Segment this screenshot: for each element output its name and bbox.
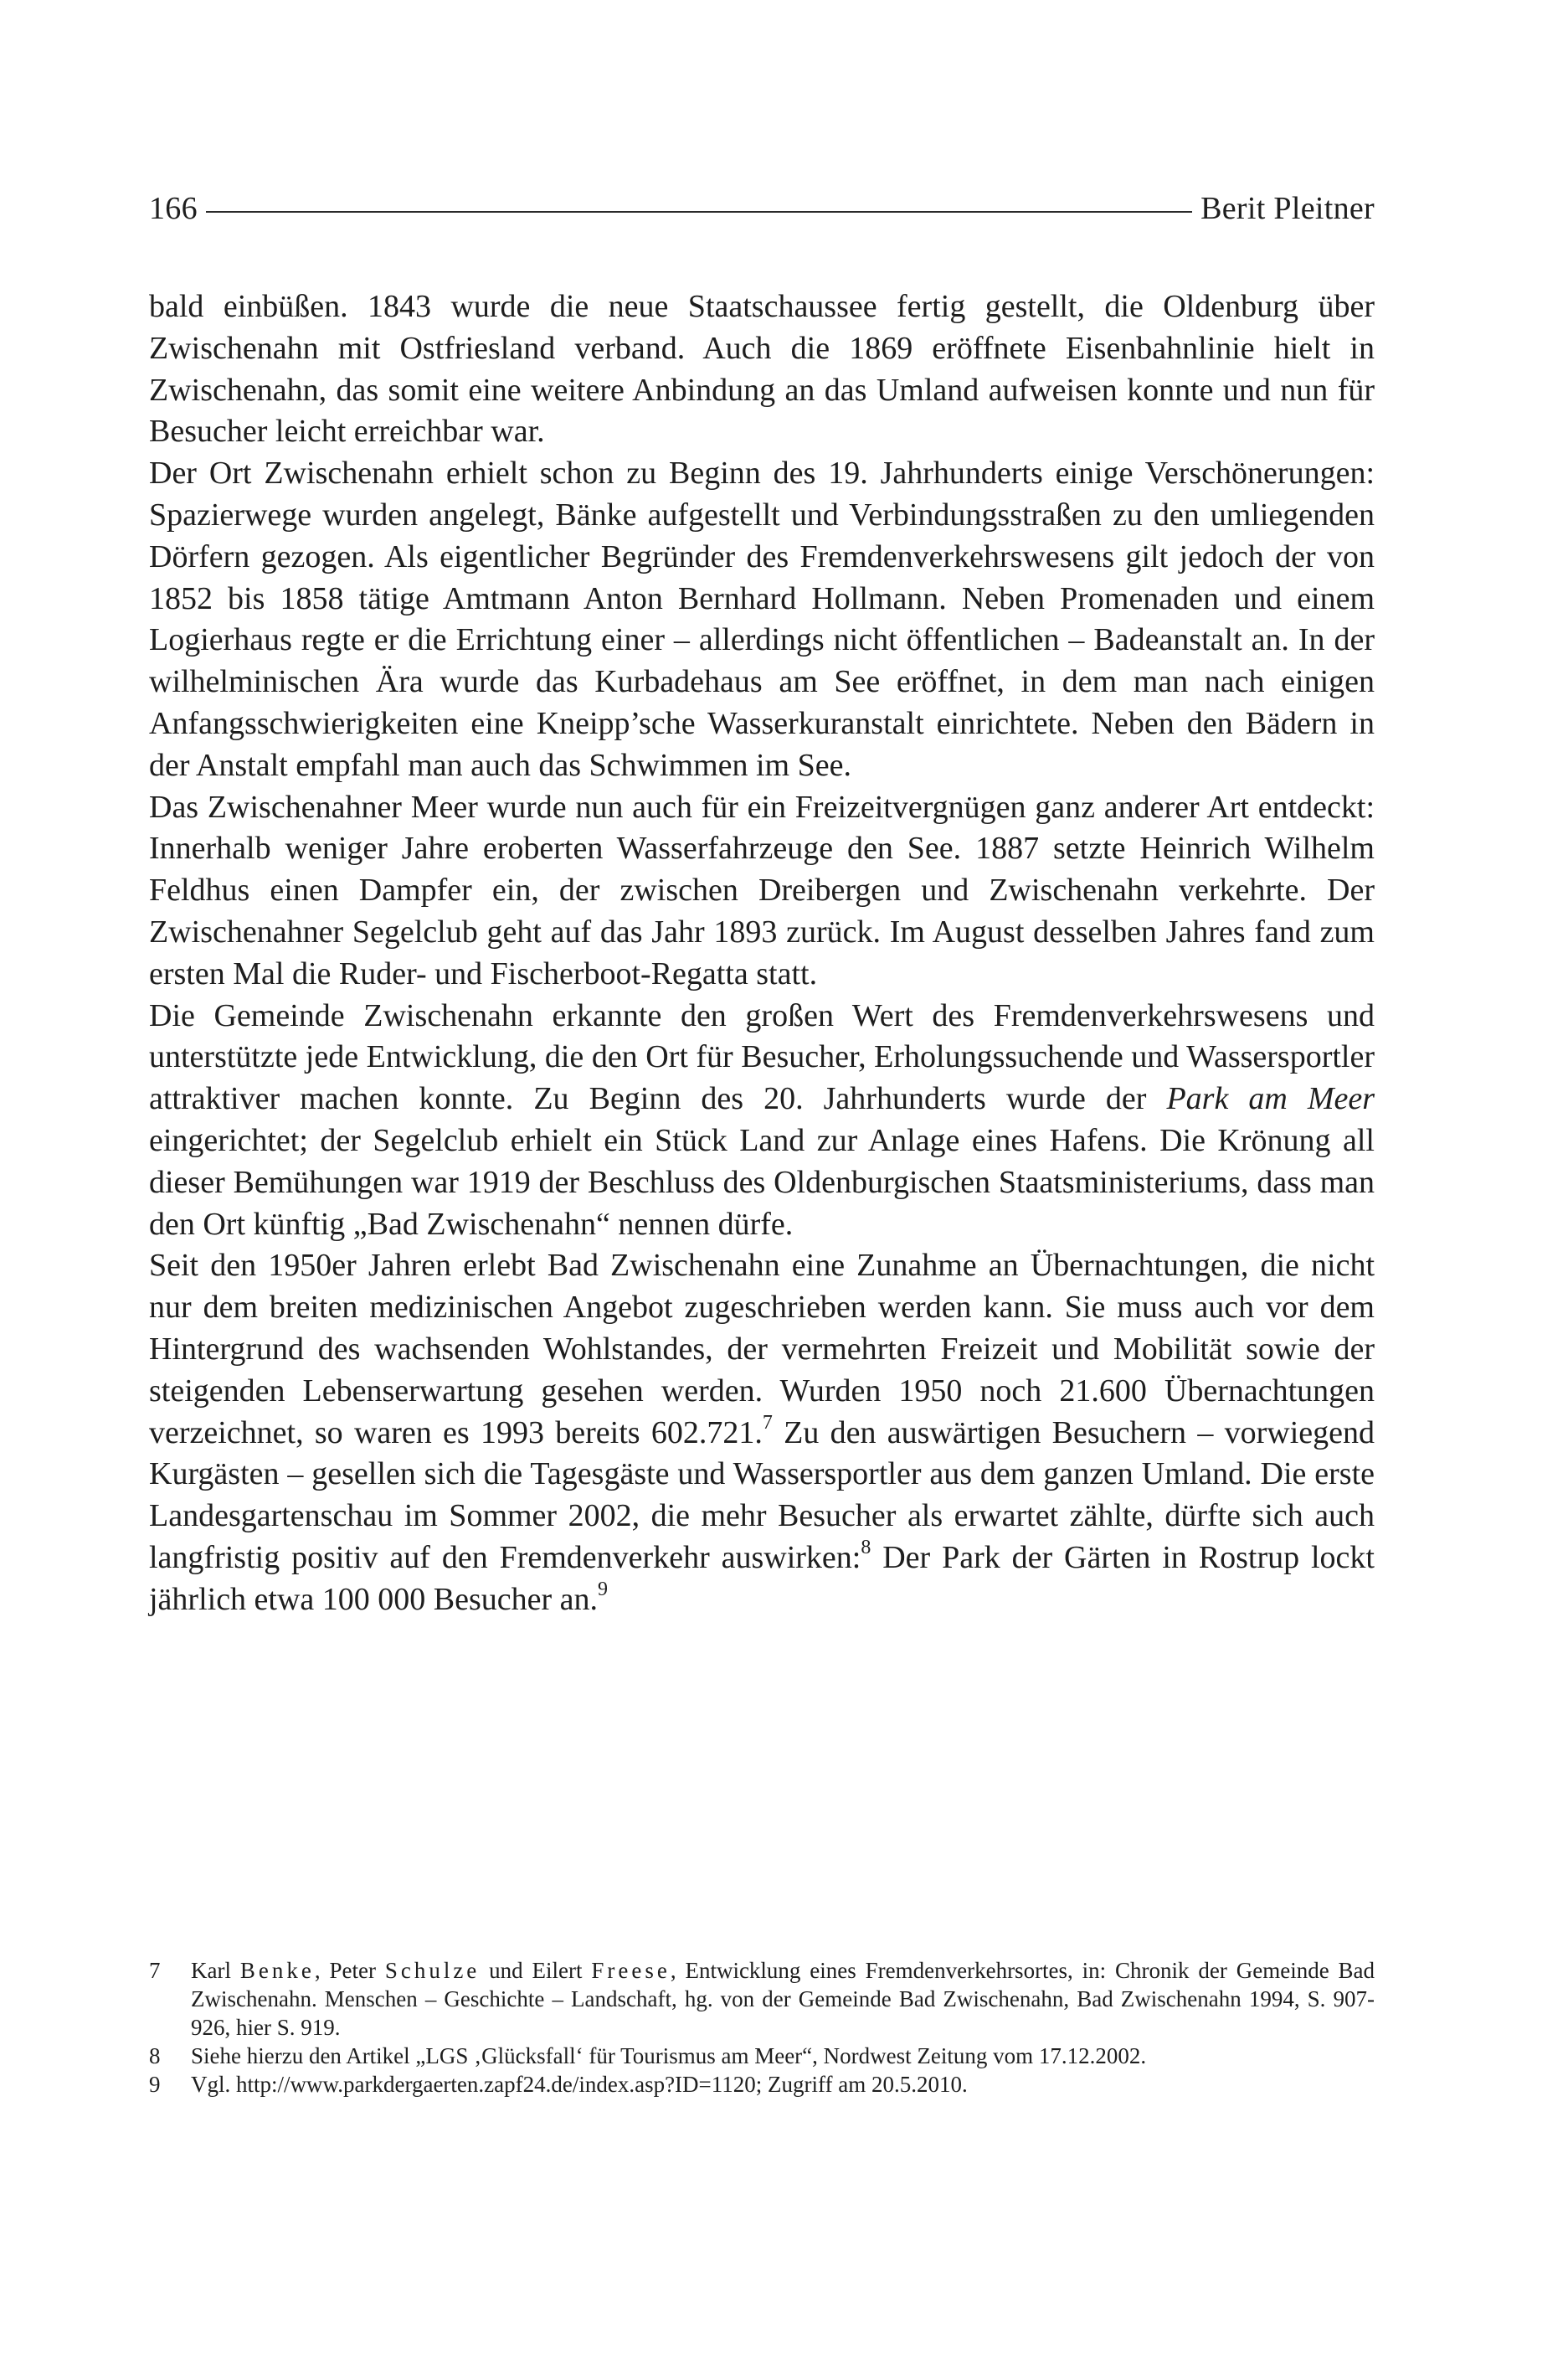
footnote-ref-9[interactable]: 9 xyxy=(598,1579,609,1601)
footnote-ref-8[interactable]: 8 xyxy=(861,1537,871,1559)
page-number: 166 xyxy=(149,191,198,226)
running-header xyxy=(149,186,1375,231)
paragraph-1: bald einbüßen. 1843 wurde die neue Staatschaussee fertig gestellt, die Oldenburg über Zwischenahn mit Ostfriesland verband. Auch die 1869 eröffnete Eisenbahnlinie hielt in Zwischenahn, das somit eine weitere Anbindung an das Umland aufweisen konnte und nun für Besucher leicht erreichbar war. xyxy=(149,289,1375,450)
footnote-ref-7[interactable]: 7 xyxy=(762,1411,773,1434)
paragraph-4-text-b: eingerichtet; der Segelclub erhielt ein Stück Land zur Anlage eines Hafens. Die Krönung all dieser Bemühungen war 1919 der Beschluss des Oldenburgischen Staatsministeriums, dass man den Ort künftig „Bad Zwischenahn“ nennen dürfe. xyxy=(149,1122,1375,1242)
paragraph-5-text-a: Seit den 1950er Jahren erlebt Bad Zwischenahn eine Zunahme an Übernachtungen, die nicht nur dem breiten medizinischen Angebot zugeschrieben werden kann. Sie muss auch vor dem Hintergrund des wachsenden Wohlstandes, der vermehrten Freizeit und Mobilität sowie der steigenden Lebenserwartung gesehen werden. Wurden 1950 noch 21.600 Übernachtungen verzeichnet, so waren es 1993 bereits 602.721. xyxy=(149,1248,1375,1450)
paragraph-5 xyxy=(149,1245,1375,1620)
paragraph-2: Der Ort Zwischenahn erhielt schon zu Beginn des 19. Jahrhunderts einige Verschönerungen: Spazierwege wurden angelegt, Bänke aufgestellt und Verbindungsstraßen zu den umliegenden Dörfern gezogen. Als eigentlicher Begründer des Fremdenverkehrswesens gilt jedoch der von 1852 bis 1858 tätige Amtmann Anton Bernhard Hollmann. Neben Promenaden und einem Logierhaus regte er die Errichtung einer – allerdings nicht öffentlichen – Badeanstalt an. In der wilhelminischen Ära wurde das Kurbadehaus am See eröffnet, in dem man nach einigen Anfangsschwierigkeiten eine Kneipp’sche Wasserkuranstalt einrichtete. Neben den Bädern in der Anstalt empfahl man auch das Schwimmen im See. xyxy=(149,456,1375,783)
footnote-9 xyxy=(149,2070,1375,2099)
footnote-number: 9 xyxy=(149,2072,161,2097)
footnote-number: 8 xyxy=(149,2043,161,2068)
footnote-text: Siehe hierzu den Artikel „LGS ‚Glücksfall‘ für Tourismus am Meer“, Nordwest Zeitung vom 17.12.2002. xyxy=(191,2043,1147,2068)
header-rule xyxy=(206,211,1192,213)
footnote-text: Karl Benke, Peter Schulze und Eilert Freese, Entwicklung eines Fremdenverkehrsortes, in: Chronik der Gemeinde Bad Zwischenahn. Menschen – Geschichte – Landschaft, hg. von der Gemeinde Bad Zwischenahn, Bad Zwischenahn 1994, S. 907-926, hier S. 919. xyxy=(191,1958,1375,2040)
footnote-number: 7 xyxy=(149,1958,161,1983)
footnote-8 xyxy=(149,2042,1375,2070)
paragraph-3: Das Zwischenahner Meer wurde nun auch für ein Freizeitvergnügen ganz anderer Art entdeckt: Innerhalb weniger Jahre eroberten Wasserfahrzeuge den See. 1887 setzte Heinrich Wilhelm Feldhus einen Dampfer ein, der zwischen Dreibergen und Zwischenahn verkehrte. Der Zwischenahner Segelclub geht auf das Jahr 1893 zurück. Im August desselben Jahres fand zum ersten Mal die Ruder- und Fischerboot-Regatta statt. xyxy=(149,789,1375,991)
footnotes xyxy=(149,1956,1375,2099)
footnote-url-text[interactable]: Vgl. http://www.parkdergaerten.zapf24.de/index.asp?ID=1120; Zugriff am 20.5.2010. xyxy=(191,2072,968,2097)
main-text xyxy=(149,286,1375,1621)
paragraph-4 xyxy=(149,996,1375,1246)
paragraph-5-text-c: Der Park der Gärten in Rostrup lockt jährlich etwa 100 000 Besucher an. xyxy=(149,1539,1375,1617)
paragraph-4-text-a: Die Gemeinde Zwischenahn erkannte den großen Wert des Fremdenverkehrswesens und unterstützte jede Entwicklung, die den Ort für Besucher, Erholungssuchende und Wassersportler attraktiver machen konnte. Zu Beginn des 20. Jahrhunderts wurde der xyxy=(149,997,1375,1117)
running-author: Berit Pleitner xyxy=(1200,191,1375,226)
park-am-meer-italic: Park am Meer xyxy=(1166,1081,1375,1117)
paragraph-5-text-b: Zu den auswärtigen Besuchern – vorwiegend Kurgästen – gesellen sich die Tagesgäste und Wassersportler aus dem ganzen Umland. Die erste Landesgartenschau im Sommer 2002, die mehr Besucher als erwartet zählte, dürfte sich auch langfristig positiv auf den Fremdenverkehr auswirken: xyxy=(149,1414,1375,1575)
footnote-7 xyxy=(149,1956,1375,2042)
